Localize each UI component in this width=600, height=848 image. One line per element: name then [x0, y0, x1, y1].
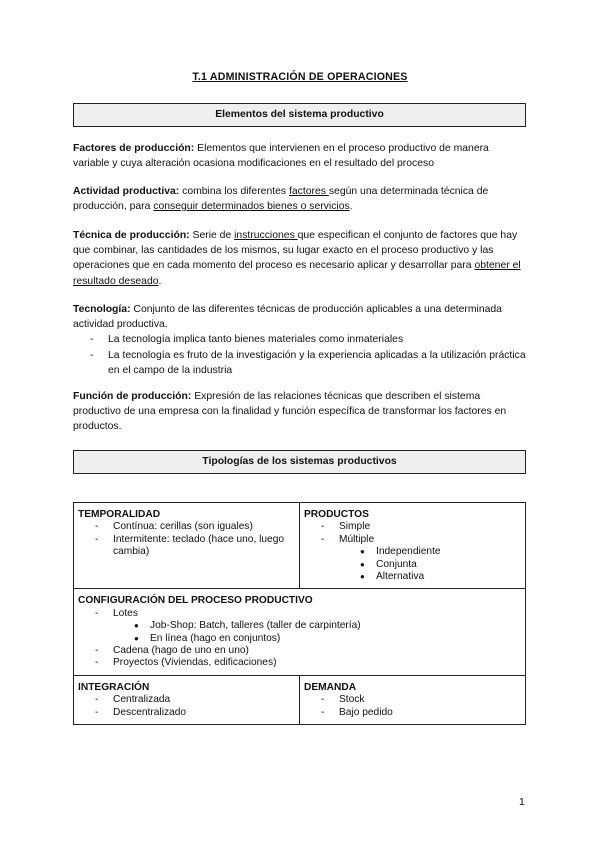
- list-item: - Intermitente: teclado (hace uno, luego cambia): [78, 534, 295, 559]
- cell-demanda: [300, 675, 526, 724]
- text-tecnologia: Conjunto de las diferentes técnicas de producción aplicables a una determinada actividad productiva.: [73, 304, 502, 331]
- underline-instrucciones: instrucciones: [234, 230, 298, 241]
- heading-productos: PRODUCTOS: [304, 509, 369, 520]
- list-item: - Contínua: cerillas (son iguales): [78, 521, 295, 533]
- text-tecnica-3: .: [158, 275, 162, 287]
- paragraph-tecnologia: [73, 302, 528, 378]
- page-title: T.1 ADMINISTRACIÓN DE OPERACIONES: [192, 71, 408, 83]
- cell-productos: [300, 503, 526, 589]
- list-item: ● Independiente: [304, 546, 521, 558]
- term-tecnica: Técnica de producción:: [73, 230, 190, 241]
- underline-factores: factores: [288, 186, 329, 197]
- list-item: ● Conjunta: [304, 559, 521, 571]
- text-factores: Elementos que intervienen en el proceso productivo de manera variable y cuya alteración ocasiona modificaciones en el resultado del proceso: [73, 143, 489, 170]
- tecnologia-list: [73, 332, 528, 378]
- cell-integracion: [74, 675, 300, 724]
- paragraph-funcion: [73, 389, 528, 435]
- list-item: ● Alternativa: [304, 571, 521, 583]
- cell-temporalidad: [74, 503, 300, 589]
- underline-resultado: obtener el resultado deseado: [73, 260, 521, 287]
- list-item: - Bajo pedido: [304, 707, 521, 719]
- heading-demanda: DEMANDA: [304, 681, 357, 693]
- term-tecnologia: Tecnología:: [73, 304, 131, 315]
- page-number: 1: [519, 797, 525, 808]
- list-item: - Múltiple: [304, 534, 521, 546]
- paragraph-tecnica: [73, 228, 528, 289]
- heading-integracion: INTEGRACIÓN: [78, 681, 150, 693]
- list-item: - Stock: [304, 694, 521, 706]
- term-factores: Factores de producción:: [73, 143, 195, 154]
- list-item: - La tecnología es fruto de la investigación y la experiencia aplicadas a la utilización práctica en el campo de la industria: [73, 348, 528, 378]
- list-item: ● En línea (hago en conjuntos): [78, 633, 521, 645]
- term-actividad: Actividad productiva:: [73, 186, 180, 197]
- list-item: - Descentralizado: [78, 707, 295, 719]
- underline-bienes: conseguir determinados bienes o servicios: [153, 201, 350, 213]
- paragraph-actividad: [73, 184, 528, 214]
- paragraph-factores: [73, 141, 528, 171]
- section-heading-elementos: Elementos del sistema productivo: [73, 103, 526, 127]
- heading-temporalidad: TEMPORALIDAD: [78, 509, 161, 520]
- list-item: - Simple: [304, 521, 521, 533]
- text-actividad-1: combina los diferentes: [179, 186, 289, 197]
- list-item: - Proyectos (Viviendas, edificaciones): [78, 657, 521, 669]
- list-item: - Cadena (hago de uno en uno): [78, 645, 521, 657]
- text-tecnica-2: que especifican el conjunto de factores que hay que combinar, las cantidades de los mismos, su lugar exacto en el proceso productivo y las operaciones que en cada momento del proceso es necesario aplicar y desarrollar para: [73, 230, 518, 272]
- term-funcion: Función de producción:: [73, 391, 192, 402]
- list-item: - Lotes: [78, 608, 521, 620]
- section-heading-tipologias: Tipologías de los sistemas productivos: [73, 450, 526, 474]
- list-item: - Centralizada: [78, 694, 295, 706]
- text-tecnica-1: Serie de: [189, 230, 235, 241]
- list-item: - La tecnología implica tanto bienes materiales como inmateriales: [73, 332, 528, 347]
- heading-configuracion: CONFIGURACIÓN DEL PROCESO PRODUCTIVO: [78, 595, 313, 607]
- text-actividad-2: según una determinada técnica de producción, para: [73, 186, 489, 213]
- list-item: ● Job-Shop: Batch, talleres (taller de carpintería): [78, 620, 521, 632]
- text-actividad-3: .: [349, 201, 353, 213]
- cell-configuracion: [74, 589, 526, 675]
- text-funcion: Expresión de las relaciones técnicas que describen el sistema productivo de una empresa con la finalidad y función específica de transformar los factores en productos.: [73, 391, 507, 433]
- tipologias-table: [73, 502, 526, 725]
